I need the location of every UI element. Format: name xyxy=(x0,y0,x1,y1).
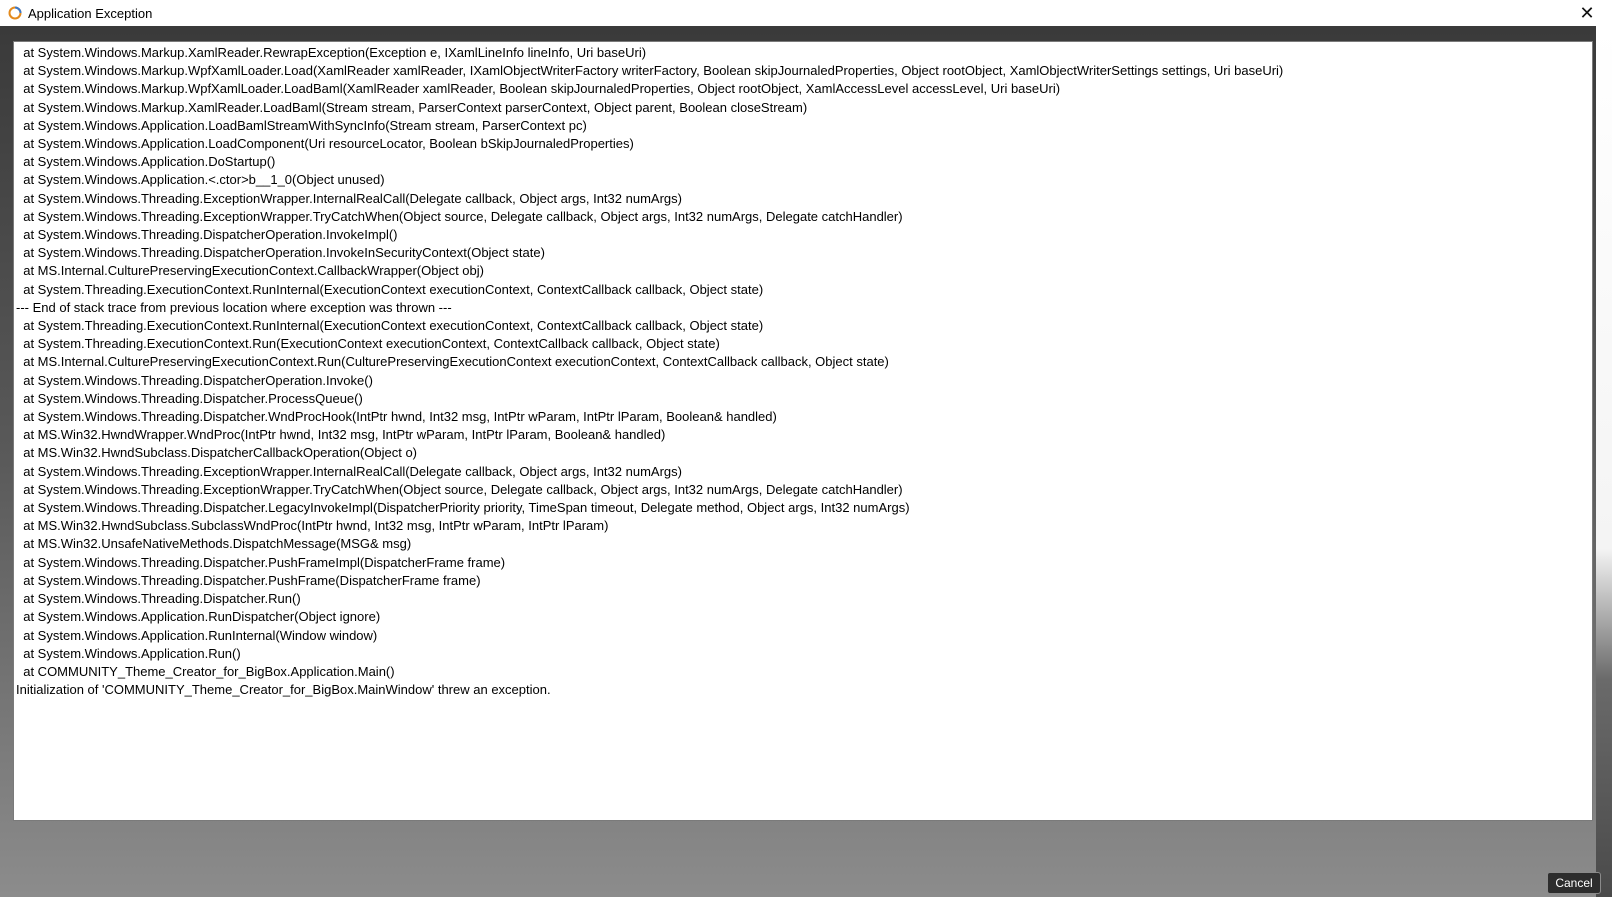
stack-trace-line: at System.Windows.Threading.Dispatcher.WndProcHook(IntPtr hwnd, Int32 msg, IntPtr wParam, IntPtr lParam, Boolean& handled) xyxy=(16,409,777,425)
stack-trace-line: at System.Windows.Threading.ExceptionWrapper.InternalRealCall(Delegate callback, Object args, Int32 numArgs) xyxy=(16,190,682,206)
stack-trace-line: at System.Windows.Application.<.ctor>b__1_0(Object unused) xyxy=(16,172,385,188)
stack-trace-line: at System.Threading.ExecutionContext.Run(ExecutionContext executionContext, ContextCallback callback, Object state) xyxy=(16,336,720,352)
stack-trace-line: at COMMUNITY_Theme_Creator_for_BigBox.Application.Main() xyxy=(16,663,395,679)
stack-trace-line: at System.Windows.Markup.XamlReader.RewrapException(Exception e, IXamlLineInfo lineInfo, Uri baseUri) xyxy=(16,45,647,60)
cancel-button[interactable]: Cancel xyxy=(1547,872,1601,894)
stack-trace-line: at System.Windows.Threading.Dispatcher.PushFrameImpl(DispatcherFrame frame) xyxy=(16,554,506,570)
window-right-edge xyxy=(1596,26,1612,897)
stack-trace-line: at System.Windows.Threading.ExceptionWrapper.TryCatchWhen(Object source, Delegate callback, Object args, Int32 numArgs, Delegate catchHandler) xyxy=(16,208,903,224)
stack-trace-line: at MS.Win32.UnsafeNativeMethods.DispatchMessage(MSG& msg) xyxy=(16,536,412,552)
stack-trace-line: at MS.Win32.HwndSubclass.SubclassWndProc(IntPtr hwnd, Int32 msg, IntPtr wParam, IntPtr lParam) xyxy=(16,518,609,534)
app-ring-icon xyxy=(8,6,22,20)
stack-trace-line: Initialization of 'COMMUNITY_Theme_Creator_for_BigBox.MainWindow' threw an exception. xyxy=(16,682,551,698)
stack-trace-line: at System.Windows.Application.RunDispatcher(Object ignore) xyxy=(16,609,381,625)
stack-trace-line: at System.Windows.Threading.ExceptionWrapper.TryCatchWhen(Object source, Delegate callback, Object args, Int32 numArgs, Delegate catchHandler) xyxy=(16,481,903,497)
stack-trace-line: at System.Windows.Threading.DispatcherOperation.InvokeInSecurityContext(Object state) xyxy=(16,245,545,261)
stack-trace-line: at System.Windows.Threading.DispatcherOperation.InvokeImpl() xyxy=(16,227,398,243)
stack-trace-line: at System.Threading.ExecutionContext.RunInternal(ExecutionContext executionContext, ContextCallback callback, Object state) xyxy=(16,318,764,334)
stack-trace-line: at System.Windows.Markup.WpfXamlLoader.Load(XamlReader xamlReader, IXamlObjectWriterFactory writerFactory, Boolean skipJournaledProperties, Object rootObject, XamlObjectWriterSettings settings, Uri baseUri) xyxy=(16,63,1284,79)
stack-trace-line: at System.Windows.Application.DoStartup() xyxy=(16,154,276,170)
stack-trace-line: at System.Windows.Threading.Dispatcher.Run() xyxy=(16,591,301,607)
stack-trace-line: at System.Windows.Application.RunInternal(Window window) xyxy=(16,627,378,643)
stack-trace-line: at System.Threading.ExecutionContext.RunInternal(ExecutionContext executionContext, ContextCallback callback, Object state) xyxy=(16,281,764,297)
title-bar xyxy=(0,0,1612,26)
stack-trace-line: at System.Windows.Markup.XamlReader.LoadBaml(Stream stream, ParserContext parserContext, Object parent, Boolean closeStream) xyxy=(16,99,808,115)
stack-trace-line: at MS.Win32.HwndSubclass.DispatcherCallbackOperation(Object o) xyxy=(16,445,418,461)
stack-trace-line: at System.Windows.Markup.WpfXamlLoader.LoadBaml(XamlReader xamlReader, Boolean skipJournaledProperties, Object rootObject, XamlAccessLevel accessLevel, Uri baseUri) xyxy=(16,81,1061,97)
stack-trace-line: at System.Windows.Threading.DispatcherOperation.Invoke() xyxy=(16,372,373,388)
stack-trace-line: at System.Windows.Threading.Dispatcher.ProcessQueue() xyxy=(16,390,363,406)
window-title: Application Exception xyxy=(28,5,153,21)
stack-trace-line: at System.Windows.Threading.Dispatcher.LegacyInvokeImpl(DispatcherPriority priority, TimeSpan timeout, Delegate method, Object args, Int32 numArgs) xyxy=(16,500,910,516)
close-icon[interactable]: ✕ xyxy=(1579,2,1595,23)
stack-trace-line: at MS.Win32.HwndWrapper.WndProc(IntPtr hwnd, Int32 msg, IntPtr wParam, IntPtr lParam, Boolean& handled) xyxy=(16,427,666,443)
stack-trace-line: at System.Windows.Application.LoadComponent(Uri resourceLocator, Boolean bSkipJournaledProperties) xyxy=(16,136,634,152)
stack-trace-line: at System.Windows.Threading.ExceptionWrapper.InternalRealCall(Delegate callback, Object args, Int32 numArgs) xyxy=(16,463,682,479)
stack-trace-line: at MS.Internal.CulturePreservingExecutionContext.CallbackWrapper(Object obj) xyxy=(16,263,484,279)
stack-trace-line: at System.Windows.Threading.Dispatcher.PushFrame(DispatcherFrame frame) xyxy=(16,572,481,588)
stack-trace-line: at System.Windows.Application.Run() xyxy=(16,645,241,661)
stack-trace-line: at MS.Internal.CulturePreservingExecutionContext.Run(CulturePreservingExecutionContext executionContext, ContextCallback callback, Object state) xyxy=(16,354,889,370)
stack-trace-textbox[interactable] xyxy=(13,41,1593,821)
stack-trace-line: at System.Windows.Application.LoadBamlStreamWithSyncInfo(Stream stream, ParserContext pc) xyxy=(16,117,587,133)
stack-trace-line: --- End of stack trace from previous location where exception was thrown --- xyxy=(16,299,452,315)
